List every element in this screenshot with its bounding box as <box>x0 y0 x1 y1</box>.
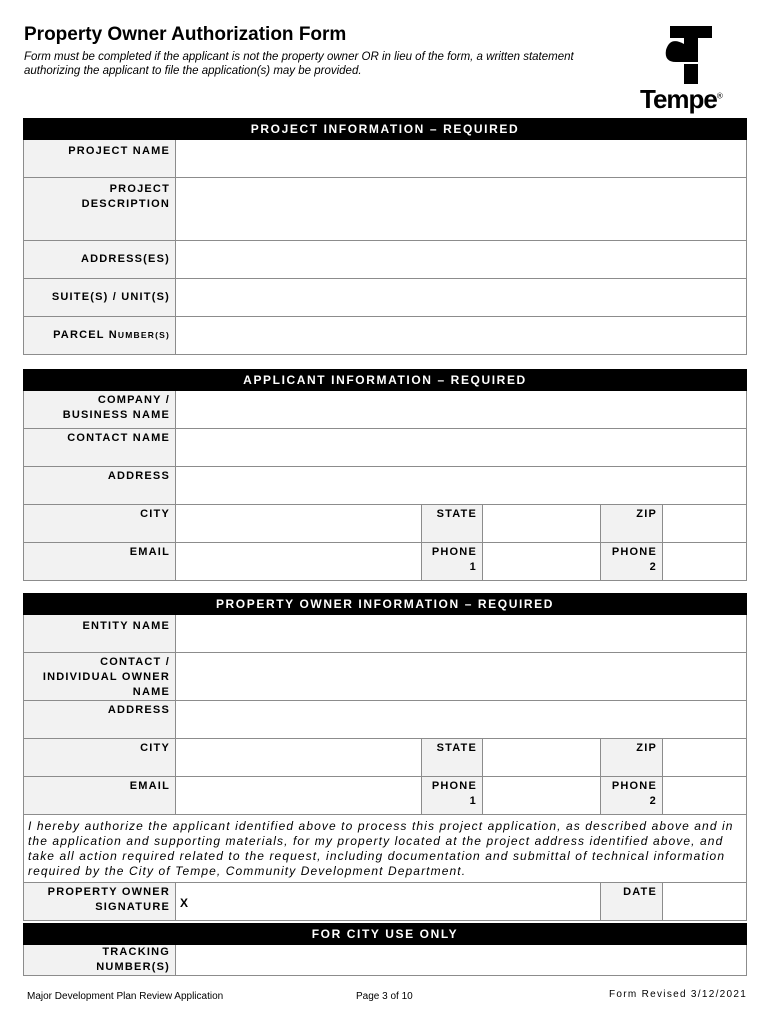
section-heading: PROJECT INFORMATION – REQUIRED <box>24 119 747 140</box>
parcel-numbers-field[interactable] <box>176 317 747 355</box>
owner-city-label: CITY <box>24 739 176 777</box>
tempe-t-icon <box>640 22 752 86</box>
owner-zip-label: ZIP <box>601 739 663 777</box>
applicant-state-field[interactable] <box>483 505 601 543</box>
entity-name-field[interactable] <box>176 615 747 653</box>
addresses-field[interactable] <box>176 241 747 279</box>
city-use-section <box>23 923 747 976</box>
project-information-section <box>23 118 747 355</box>
company-name-field[interactable] <box>176 391 747 429</box>
suites-units-field[interactable] <box>176 279 747 317</box>
applicant-zip-label: ZIP <box>601 505 663 543</box>
owner-city-field[interactable] <box>176 739 422 777</box>
property-owner-section <box>23 593 747 921</box>
applicant-phone2-label: PHONE 2 <box>601 543 663 581</box>
owner-state-field[interactable] <box>483 739 601 777</box>
owner-signature-field[interactable]: X <box>176 883 601 921</box>
applicant-phone2-field[interactable] <box>663 543 747 581</box>
owner-zip-field[interactable] <box>663 739 747 777</box>
applicant-phone1-label: PHONE 1 <box>422 543 483 581</box>
section-heading: FOR CITY USE ONLY <box>24 924 747 945</box>
section-heading: PROPERTY OWNER INFORMATION – REQUIRED <box>24 594 747 615</box>
footer-application-name: Major Development Plan Review Application <box>27 991 224 1002</box>
applicant-state-label: STATE <box>422 505 483 543</box>
tracking-numbers-label: TRACKING NUMBER(S) <box>24 945 176 976</box>
suites-units-label: SUITE(S) / UNIT(S) <box>24 279 176 317</box>
footer-revision-date: Form Revised 3/12/2021 <box>609 989 748 1000</box>
tempe-logo <box>640 22 752 118</box>
owner-phone1-label: PHONE 1 <box>422 777 483 815</box>
owner-contact-label: CONTACT / INDIVIDUAL OWNER NAME <box>24 653 176 701</box>
applicant-information-section <box>23 369 747 581</box>
applicant-city-label: CITY <box>24 505 176 543</box>
form-title: Property Owner Authorization Form <box>24 24 347 45</box>
owner-signature-label: PROPERTY OWNER SIGNATURE <box>24 883 176 921</box>
signature-date-field[interactable] <box>663 883 747 921</box>
owner-state-label: STATE <box>422 739 483 777</box>
parcel-numbers-label: PARCEL NUMBER(S) <box>24 317 176 355</box>
form-instructions: Form must be completed if the applicant is not the property owner OR in lieu of the form, a written statement authorizing the applicant to file the application(s) may be provided. <box>24 51 574 77</box>
applicant-address-field[interactable] <box>176 467 747 505</box>
owner-phone2-field[interactable] <box>663 777 747 815</box>
applicant-email-label: EMAIL <box>24 543 176 581</box>
footer-page-number: Page 3 of 10 <box>356 991 413 1002</box>
applicant-zip-field[interactable] <box>663 505 747 543</box>
signature-date-label: DATE <box>601 883 663 921</box>
project-name-field[interactable] <box>176 140 747 178</box>
project-description-label: PROJECT DESCRIPTION <box>24 178 176 241</box>
tempe-wordmark: Tempe® <box>640 84 722 114</box>
owner-contact-field[interactable] <box>176 653 747 701</box>
addresses-label: ADDRESS(ES) <box>24 241 176 279</box>
owner-phone1-field[interactable] <box>483 777 601 815</box>
contact-name-field[interactable] <box>176 429 747 467</box>
company-name-label: COMPANY / BUSINESS NAME <box>24 391 176 429</box>
owner-email-label: EMAIL <box>24 777 176 815</box>
entity-name-label: ENTITY NAME <box>24 615 176 653</box>
project-name-label: PROJECT NAME <box>24 140 176 178</box>
owner-email-field[interactable] <box>176 777 422 815</box>
section-heading: APPLICANT INFORMATION – REQUIRED <box>24 370 747 391</box>
tracking-numbers-field[interactable] <box>176 945 747 976</box>
owner-phone2-label: PHONE 2 <box>601 777 663 815</box>
authorization-statement: I hereby authorize the applicant identified above to process this project application, as described above and in the application and supporting materials, for my property located at the project address identified above, and take all action required related to the request, including documentation and submittal of technical information required by the City of Tempe, Community Development Department. <box>24 815 747 883</box>
applicant-city-field[interactable] <box>176 505 422 543</box>
project-description-field[interactable] <box>176 178 747 241</box>
contact-name-label: CONTACT NAME <box>24 429 176 467</box>
owner-address-label: ADDRESS <box>24 701 176 739</box>
applicant-phone1-field[interactable] <box>483 543 601 581</box>
applicant-address-label: ADDRESS <box>24 467 176 505</box>
applicant-email-field[interactable] <box>176 543 422 581</box>
owner-address-field[interactable] <box>176 701 747 739</box>
